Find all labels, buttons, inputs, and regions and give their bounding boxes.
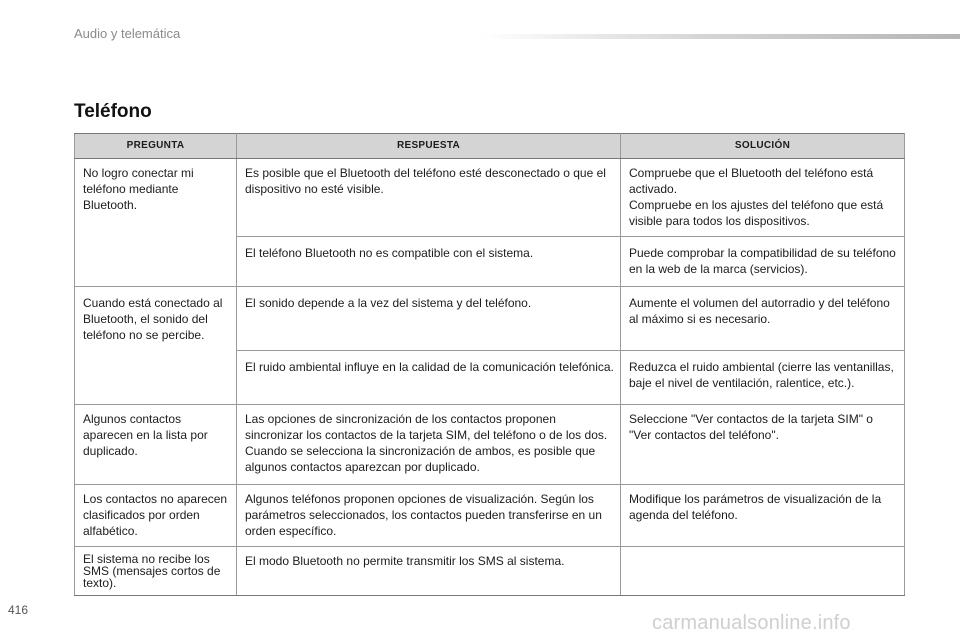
solution-cell: Aumente el volumen del autorradio y del teléfono al máximo si es necesario. [621,287,905,351]
table-row [75,485,905,547]
table-row [75,159,905,237]
answer-cell: El sonido depende a la vez del sistema y del teléfono. [237,287,621,351]
answer-cell: Algunos teléfonos proponen opciones de visualización. Según los parámetros seleccionados, los contactos pueden transferirse en un orden específico. [237,485,621,547]
chapter-title: Audio y telemática [74,26,181,41]
page-number: 416 [8,603,29,617]
header-rule [480,34,960,39]
table-header-row [75,134,905,159]
solution-cell: Reduzca el ruido ambiental (cierre las ventanillas, baje el nivel de ventilación, ralentice, etc.). [621,351,905,405]
table-row [75,287,905,351]
solution-cell [621,547,905,596]
watermark: carmanualsonline.info [652,612,851,634]
question-text: Los contactos no aparecen clasificados por orden alfabético. [83,492,228,538]
solution-cell: Modifique los parámetros de visualización de la agenda del teléfono. [621,485,905,547]
table-row [75,547,905,596]
question-text: El sistema no recibe los SMS (mensajes cortos de texto). [83,552,221,590]
question-cell [75,485,237,547]
column-header-answer: RESPUESTA [237,134,621,159]
answer-cell: El ruido ambiental influye en la calidad de la comunicación telefónica. [237,351,621,405]
answer-cell: Es posible que el Bluetooth del teléfono esté desconectado o que el dispositivo no esté visible. [237,159,621,237]
faq-table [74,133,905,596]
question-text: Cuando está conectado al Bluetooth, el sonido del teléfono no se percibe. [83,296,223,342]
answer-cell: Las opciones de sincronización de los contactos proponen sincronizar los contactos de la tarjeta SIM, del teléfono o de los dos. Cuando se selecciona la sincronización de ambos, es posible que algunos contactos aparezcan por duplicado. [237,405,621,485]
solution-cell: Seleccione "Ver contactos de la tarjeta SIM" o "Ver contactos del teléfono". [621,405,905,485]
answer-cell: El teléfono Bluetooth no es compatible con el sistema. [237,237,621,287]
table-row [75,405,905,485]
question-text: Algunos contactos aparecen en la lista por duplicado. [83,412,208,458]
answer-cell: El modo Bluetooth no permite transmitir los SMS al sistema. [237,547,621,596]
question-cell [75,405,237,485]
solution-cell: Puede comprobar la compatibilidad de su teléfono en la web de la marca (servicios). [621,237,905,287]
solution-cell: Compruebe que el Bluetooth del teléfono está activado. Compruebe en los ajustes del teléfono que está visible para todos los dispositivos. [621,159,905,237]
question-cell [75,287,237,405]
question-cell [75,159,237,287]
question-text: No logro conectar mi teléfono mediante Bluetooth. [83,166,194,212]
question-cell [75,547,237,596]
column-header-solution: SOLUCIÓN [621,134,905,159]
section-title: Teléfono [74,101,152,122]
column-header-question: PREGUNTA [75,134,237,159]
